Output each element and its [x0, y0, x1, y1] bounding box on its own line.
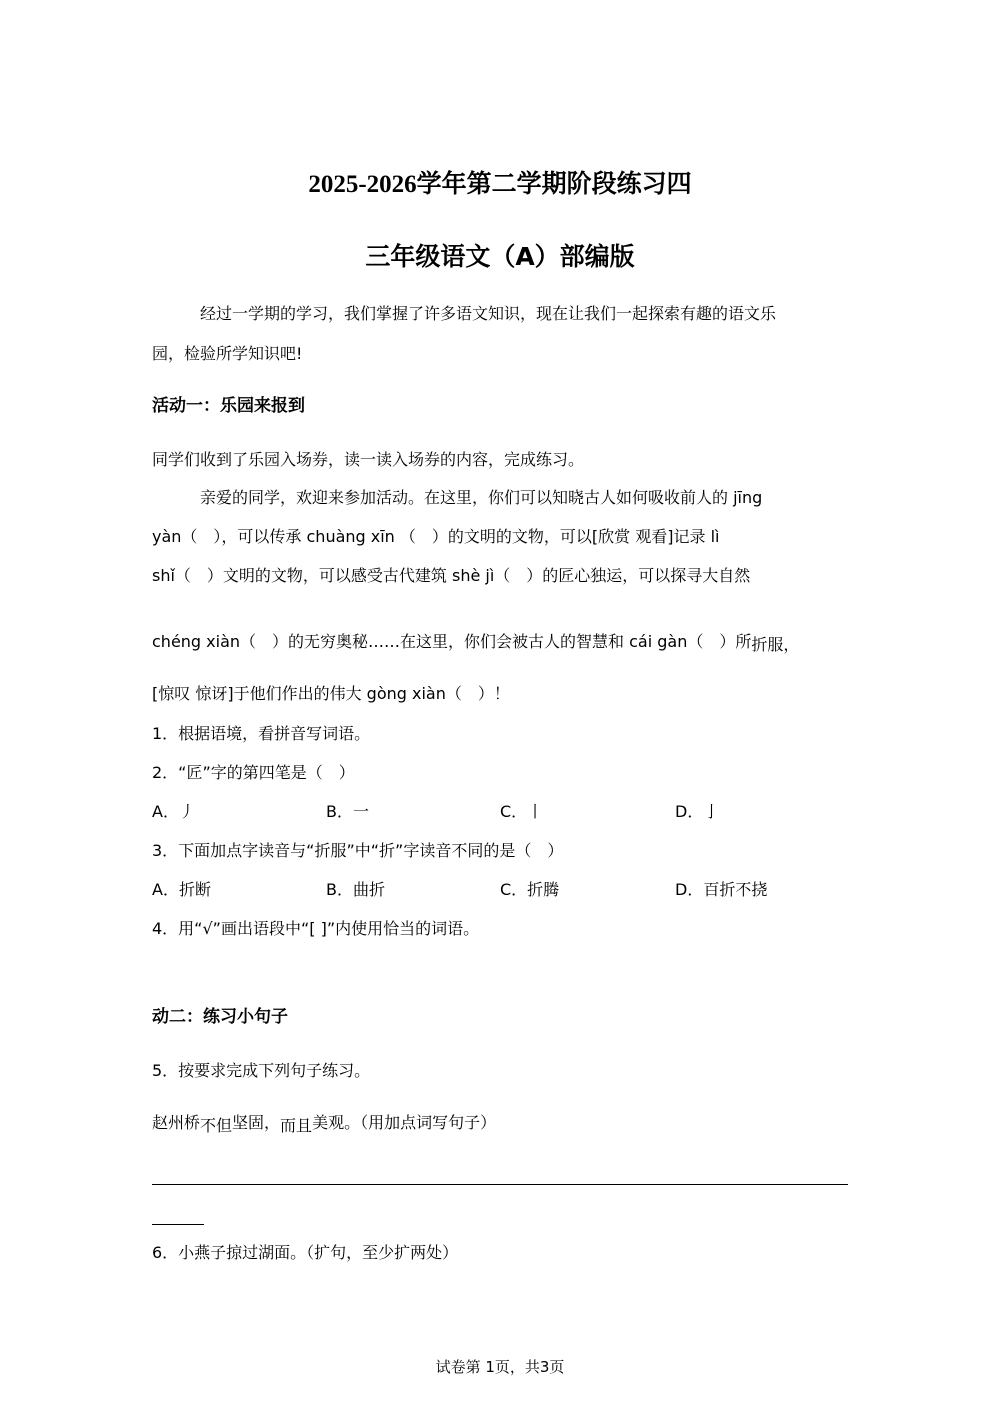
page-footer: 试卷第 1页，共3页: [435, 1358, 565, 1376]
q5-keyword-budan: 不但: [200, 1116, 233, 1135]
ticket-para-line-1: 亲爱的同学，欢迎来参加活动。在这里，你们可以知晓古人如何吸收前人的 jīng: [200, 488, 763, 507]
activity1-heading: 活动一：乐园来报到: [152, 396, 305, 416]
q5-sentence-part-1: 赵州桥: [152, 1113, 201, 1132]
q2-option-d: D．亅: [675, 802, 720, 821]
q5-sentence-part-2: 坚固，: [232, 1113, 281, 1132]
q5-keyword-erqie: 而且: [280, 1116, 313, 1135]
activity2-heading: 动二：练习小句子: [152, 1007, 288, 1027]
ticket-para-line-4a: chéng xiàn（ ）的无穷奥秘……在这里，你们会被古人的智慧和 cái gàn（ ）所: [152, 632, 752, 651]
ticket-para-line-3: shǐ（ ）文明的文物，可以感受古代建筑 shè jì（ ）的匠心独运，可以探寻大自然: [152, 566, 751, 585]
q3-option-a: A．折断: [152, 880, 211, 899]
intro-line-1: 经过一学期的学习，我们掌握了许多语文知识，现在让我们一起探索有趣的语文乐: [200, 304, 777, 323]
ticket-para-line-4b: 折服，: [751, 635, 800, 654]
question-5: 5．按要求完成下列句子练习。: [152, 1061, 371, 1080]
q3-option-c: C．折腾: [500, 880, 560, 899]
answer-line-continuation[interactable]: [152, 1224, 204, 1225]
question-3: 3．下面加点字读音与“折服”中“折”字读音不同的是（ ）: [152, 841, 564, 860]
question-4: 4．用“√”画出语段中“[ ]”内使用恰当的词语。: [152, 919, 480, 938]
q5-sentence-part-3: 美观。（用加点词写句子）: [312, 1113, 497, 1132]
q2-option-b: B．一: [326, 802, 369, 821]
ticket-para-line-5: [惊叹 惊讶]于他们作出的伟大 gòng xiàn（ ）！: [152, 684, 510, 703]
page-title: 2025-2026学年第二学期阶段练习四: [308, 171, 692, 198]
q3-option-b: B．曲折: [326, 880, 385, 899]
intro-line-2: 园，检验所学知识吧!: [152, 344, 303, 363]
question-2: 2．“匠”字的第四笔是（ ）: [152, 763, 355, 782]
ticket-para-line-2: yàn（ ），可以传承 chuàng xīn （ ）的文明的文物，可以[欣赏 观看]记录 lì: [152, 527, 720, 546]
answer-line[interactable]: [152, 1184, 848, 1185]
question-6: 6．小燕子掠过湖面。（扩句，至少扩两处）: [152, 1243, 459, 1262]
page-subtitle: 三年级语文（A）部编版: [365, 242, 635, 271]
activity1-lead: 同学们收到了乐园入场券，读一读入场券的内容，完成练习。: [152, 450, 585, 469]
q5-sentence: [152, 1113, 497, 1135]
ticket-para-line-4: [152, 632, 800, 654]
q3-option-d: D．百折不挠: [675, 880, 768, 899]
q2-option-a: A．丿: [152, 802, 195, 821]
q2-option-c: C．丨: [500, 802, 544, 821]
question-1: 1．根据语境，看拼音写词语。: [152, 724, 371, 743]
